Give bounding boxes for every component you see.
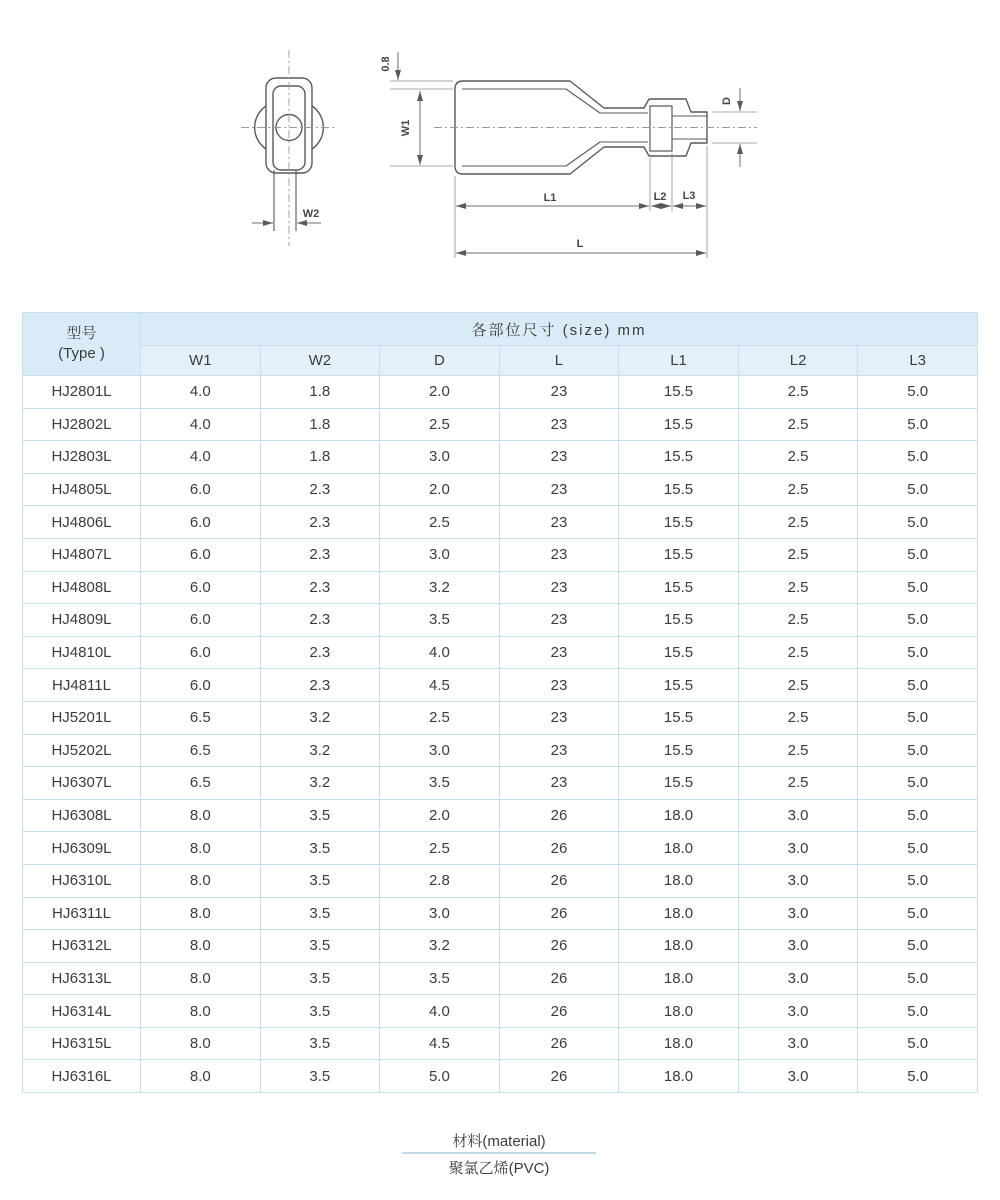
technical-drawing: [0, 0, 1000, 300]
value-cell: 1.8: [260, 376, 380, 409]
material-label: 材料(material): [452, 1133, 546, 1150]
value-cell: 3.5: [260, 799, 380, 832]
type-cell: HJ4807L: [23, 538, 141, 571]
value-cell: 4.0: [141, 408, 261, 441]
type-cell: HJ4808L: [23, 571, 141, 604]
value-cell: 15.5: [619, 734, 739, 767]
value-cell: 23: [499, 376, 619, 409]
value-cell: 3.0: [738, 799, 858, 832]
value-cell: 8.0: [141, 930, 261, 963]
value-cell: 3.5: [260, 832, 380, 865]
value-cell: 2.0: [380, 799, 500, 832]
value-cell: 2.0: [380, 376, 500, 409]
value-cell: 5.0: [380, 1060, 500, 1093]
value-cell: 6.0: [141, 636, 261, 669]
l-label: L: [576, 238, 584, 250]
type-cell: HJ5202L: [23, 734, 141, 767]
value-cell: 6.0: [141, 604, 261, 637]
value-cell: 5.0: [858, 767, 978, 800]
value-cell: 15.5: [619, 767, 739, 800]
column-header-l2: L2: [738, 346, 858, 376]
value-cell: 5.0: [858, 962, 978, 995]
value-cell: 3.2: [380, 571, 500, 604]
value-cell: 23: [499, 734, 619, 767]
value-cell: 15.5: [619, 604, 739, 637]
value-cell: 2.3: [260, 506, 380, 539]
value-cell: 3.5: [380, 604, 500, 637]
value-cell: 5.0: [858, 604, 978, 637]
type-column-header: [23, 313, 141, 376]
type-cell: HJ6310L: [23, 864, 141, 897]
value-cell: 6.0: [141, 538, 261, 571]
value-cell: 5.0: [858, 538, 978, 571]
value-cell: 4.0: [380, 636, 500, 669]
d-label: D: [721, 97, 733, 105]
value-cell: 18.0: [619, 897, 739, 930]
column-header-w1: W1: [141, 346, 261, 376]
value-cell: 2.3: [260, 604, 380, 637]
table-row: [23, 962, 978, 995]
value-cell: 23: [499, 767, 619, 800]
value-cell: 3.5: [260, 930, 380, 963]
value-cell: 3.2: [260, 767, 380, 800]
type-cell: HJ5201L: [23, 701, 141, 734]
value-cell: 2.3: [260, 669, 380, 702]
value-cell: 3.5: [380, 767, 500, 800]
value-cell: 2.5: [738, 636, 858, 669]
value-cell: 8.0: [141, 864, 261, 897]
value-cell: 23: [499, 636, 619, 669]
value-cell: 5.0: [858, 832, 978, 865]
value-cell: 4.0: [380, 995, 500, 1028]
value-cell: 1.8: [260, 408, 380, 441]
value-cell: 15.5: [619, 408, 739, 441]
value-cell: 5.0: [858, 1027, 978, 1060]
value-cell: 5.0: [858, 864, 978, 897]
value-cell: 5.0: [858, 897, 978, 930]
size-header: 各部位尺寸 (size) mm: [141, 313, 978, 346]
value-cell: 5.0: [858, 1060, 978, 1093]
type-cell: HJ4811L: [23, 669, 141, 702]
type-cell: HJ4805L: [23, 473, 141, 506]
value-cell: 2.3: [260, 571, 380, 604]
table-row: [23, 636, 978, 669]
table-row: [23, 604, 978, 637]
value-cell: 8.0: [141, 1027, 261, 1060]
value-cell: 23: [499, 506, 619, 539]
value-cell: 23: [499, 571, 619, 604]
value-cell: 23: [499, 701, 619, 734]
type-header-en: (Type ): [58, 345, 105, 362]
value-cell: 23: [499, 604, 619, 637]
value-cell: 6.5: [141, 767, 261, 800]
type-cell: HJ4806L: [23, 506, 141, 539]
type-cell: HJ4809L: [23, 604, 141, 637]
value-cell: 3.5: [260, 995, 380, 1028]
table-row: [23, 832, 978, 865]
value-cell: 3.2: [260, 734, 380, 767]
table-row: [23, 897, 978, 930]
value-cell: 2.5: [738, 506, 858, 539]
value-cell: 5.0: [858, 669, 978, 702]
type-header-cn: 型号: [66, 325, 97, 342]
value-cell: 15.5: [619, 669, 739, 702]
value-cell: 26: [499, 962, 619, 995]
value-cell: 6.5: [141, 701, 261, 734]
type-cell: HJ6315L: [23, 1027, 141, 1060]
value-cell: 2.5: [738, 408, 858, 441]
value-cell: 4.0: [141, 376, 261, 409]
type-cell: HJ6316L: [23, 1060, 141, 1093]
value-cell: 3.0: [380, 441, 500, 474]
type-cell: HJ6308L: [23, 799, 141, 832]
table-row: [23, 669, 978, 702]
value-cell: 5.0: [858, 571, 978, 604]
value-cell: 2.5: [380, 506, 500, 539]
value-cell: 5.0: [858, 408, 978, 441]
value-cell: 5.0: [858, 930, 978, 963]
value-cell: 8.0: [141, 832, 261, 865]
table-row: [23, 473, 978, 506]
value-cell: 15.5: [619, 636, 739, 669]
value-cell: 3.0: [738, 1027, 858, 1060]
table-row: [23, 441, 978, 474]
value-cell: 2.5: [738, 669, 858, 702]
value-cell: 18.0: [619, 832, 739, 865]
value-cell: 6.0: [141, 473, 261, 506]
column-header-w2: W2: [260, 346, 380, 376]
value-cell: 18.0: [619, 799, 739, 832]
table-body: [23, 376, 978, 1093]
value-cell: 15.5: [619, 441, 739, 474]
value-cell: 8.0: [141, 799, 261, 832]
value-cell: 3.0: [738, 832, 858, 865]
value-cell: 15.5: [619, 473, 739, 506]
material-divider: [402, 1152, 596, 1154]
type-cell: HJ2802L: [23, 408, 141, 441]
value-cell: 15.5: [619, 376, 739, 409]
value-cell: 2.5: [738, 734, 858, 767]
value-cell: 5.0: [858, 506, 978, 539]
table-row: [23, 864, 978, 897]
value-cell: 15.5: [619, 701, 739, 734]
value-cell: 15.5: [619, 571, 739, 604]
column-header-l: L: [499, 346, 619, 376]
type-cell: HJ2803L: [23, 441, 141, 474]
table-row: [23, 408, 978, 441]
value-cell: 5.0: [858, 995, 978, 1028]
value-cell: 15.5: [619, 538, 739, 571]
value-cell: 3.5: [260, 864, 380, 897]
value-cell: 26: [499, 832, 619, 865]
table-row: [23, 799, 978, 832]
type-cell: HJ6309L: [23, 832, 141, 865]
value-cell: 23: [499, 408, 619, 441]
value-cell: 23: [499, 538, 619, 571]
value-cell: 1.8: [260, 441, 380, 474]
value-cell: 2.5: [380, 701, 500, 734]
l3-label: L3: [682, 190, 696, 202]
value-cell: 26: [499, 799, 619, 832]
value-cell: 3.0: [380, 734, 500, 767]
value-cell: 18.0: [619, 864, 739, 897]
column-header-d: D: [380, 346, 500, 376]
value-cell: 3.5: [260, 962, 380, 995]
value-cell: 2.5: [738, 441, 858, 474]
type-cell: HJ6307L: [23, 767, 141, 800]
table-row: [23, 538, 978, 571]
value-cell: 8.0: [141, 897, 261, 930]
value-cell: 2.3: [260, 473, 380, 506]
value-cell: 3.2: [260, 701, 380, 734]
value-cell: 8.0: [141, 995, 261, 1028]
table-row: [23, 571, 978, 604]
table-row: [23, 701, 978, 734]
value-cell: 26: [499, 995, 619, 1028]
l2-label: L2: [653, 191, 667, 203]
value-cell: 5.0: [858, 799, 978, 832]
value-cell: 3.5: [380, 962, 500, 995]
value-cell: 6.5: [141, 734, 261, 767]
value-cell: 3.0: [738, 897, 858, 930]
value-cell: 3.0: [738, 962, 858, 995]
value-cell: 3.5: [260, 1027, 380, 1060]
table-row: [23, 930, 978, 963]
value-cell: 3.2: [380, 930, 500, 963]
table-row: [23, 1060, 978, 1093]
value-cell: 26: [499, 1027, 619, 1060]
value-cell: 18.0: [619, 962, 739, 995]
value-cell: 2.3: [260, 636, 380, 669]
value-cell: 5.0: [858, 473, 978, 506]
value-cell: 6.0: [141, 506, 261, 539]
value-cell: 2.5: [738, 473, 858, 506]
value-cell: 2.5: [738, 571, 858, 604]
size-columns-row: [23, 346, 978, 376]
column-header-l1: L1: [619, 346, 739, 376]
value-cell: 2.0: [380, 473, 500, 506]
value-cell: 5.0: [858, 701, 978, 734]
value-cell: 2.3: [260, 538, 380, 571]
value-cell: 5.0: [858, 441, 978, 474]
table-header: [23, 313, 978, 376]
value-cell: 3.0: [738, 864, 858, 897]
value-cell: 8.0: [141, 962, 261, 995]
value-cell: 3.5: [260, 1060, 380, 1093]
value-cell: 26: [499, 897, 619, 930]
value-cell: 2.5: [738, 701, 858, 734]
value-cell: 4.0: [141, 441, 261, 474]
value-cell: 18.0: [619, 995, 739, 1028]
value-cell: 2.5: [738, 376, 858, 409]
value-cell: 18.0: [619, 930, 739, 963]
value-cell: 2.5: [738, 767, 858, 800]
value-cell: 5.0: [858, 376, 978, 409]
l1-label: L1: [543, 192, 557, 204]
value-cell: 5.0: [858, 636, 978, 669]
type-cell: HJ6311L: [23, 897, 141, 930]
value-cell: 2.5: [380, 408, 500, 441]
value-cell: 18.0: [619, 1060, 739, 1093]
value-cell: 3.0: [738, 1060, 858, 1093]
value-cell: 3.0: [380, 897, 500, 930]
value-cell: 23: [499, 473, 619, 506]
table-row: [23, 767, 978, 800]
type-cell: HJ4810L: [23, 636, 141, 669]
wall-thickness-label: 0.8: [380, 56, 392, 72]
value-cell: 2.5: [738, 604, 858, 637]
value-cell: 18.0: [619, 1027, 739, 1060]
value-cell: 23: [499, 669, 619, 702]
value-cell: 2.5: [380, 832, 500, 865]
dimensions-table: [22, 312, 978, 1093]
material-value: 聚氯乙烯(PVC): [448, 1160, 550, 1177]
type-cell: HJ2801L: [23, 376, 141, 409]
value-cell: 15.5: [619, 506, 739, 539]
value-cell: 23: [499, 441, 619, 474]
value-cell: 5.0: [858, 734, 978, 767]
table-row: [23, 1027, 978, 1060]
value-cell: 26: [499, 1060, 619, 1093]
value-cell: 26: [499, 930, 619, 963]
type-cell: HJ6314L: [23, 995, 141, 1028]
column-header-l3: L3: [858, 346, 978, 376]
value-cell: 6.0: [141, 669, 261, 702]
value-cell: 4.5: [380, 669, 500, 702]
w2-label: W2: [302, 208, 320, 220]
value-cell: 3.0: [380, 538, 500, 571]
value-cell: 8.0: [141, 1060, 261, 1093]
w1-label: W1: [400, 119, 412, 137]
type-cell: HJ6313L: [23, 962, 141, 995]
value-cell: 2.5: [738, 538, 858, 571]
value-cell: 3.0: [738, 995, 858, 1028]
value-cell: 3.0: [738, 930, 858, 963]
value-cell: 4.5: [380, 1027, 500, 1060]
table-row: [23, 376, 978, 409]
value-cell: 6.0: [141, 571, 261, 604]
table-row: [23, 734, 978, 767]
value-cell: 26: [499, 864, 619, 897]
value-cell: 2.8: [380, 864, 500, 897]
type-cell: HJ6312L: [23, 930, 141, 963]
table-row: [23, 995, 978, 1028]
table-row: [23, 506, 978, 539]
value-cell: 3.5: [260, 897, 380, 930]
